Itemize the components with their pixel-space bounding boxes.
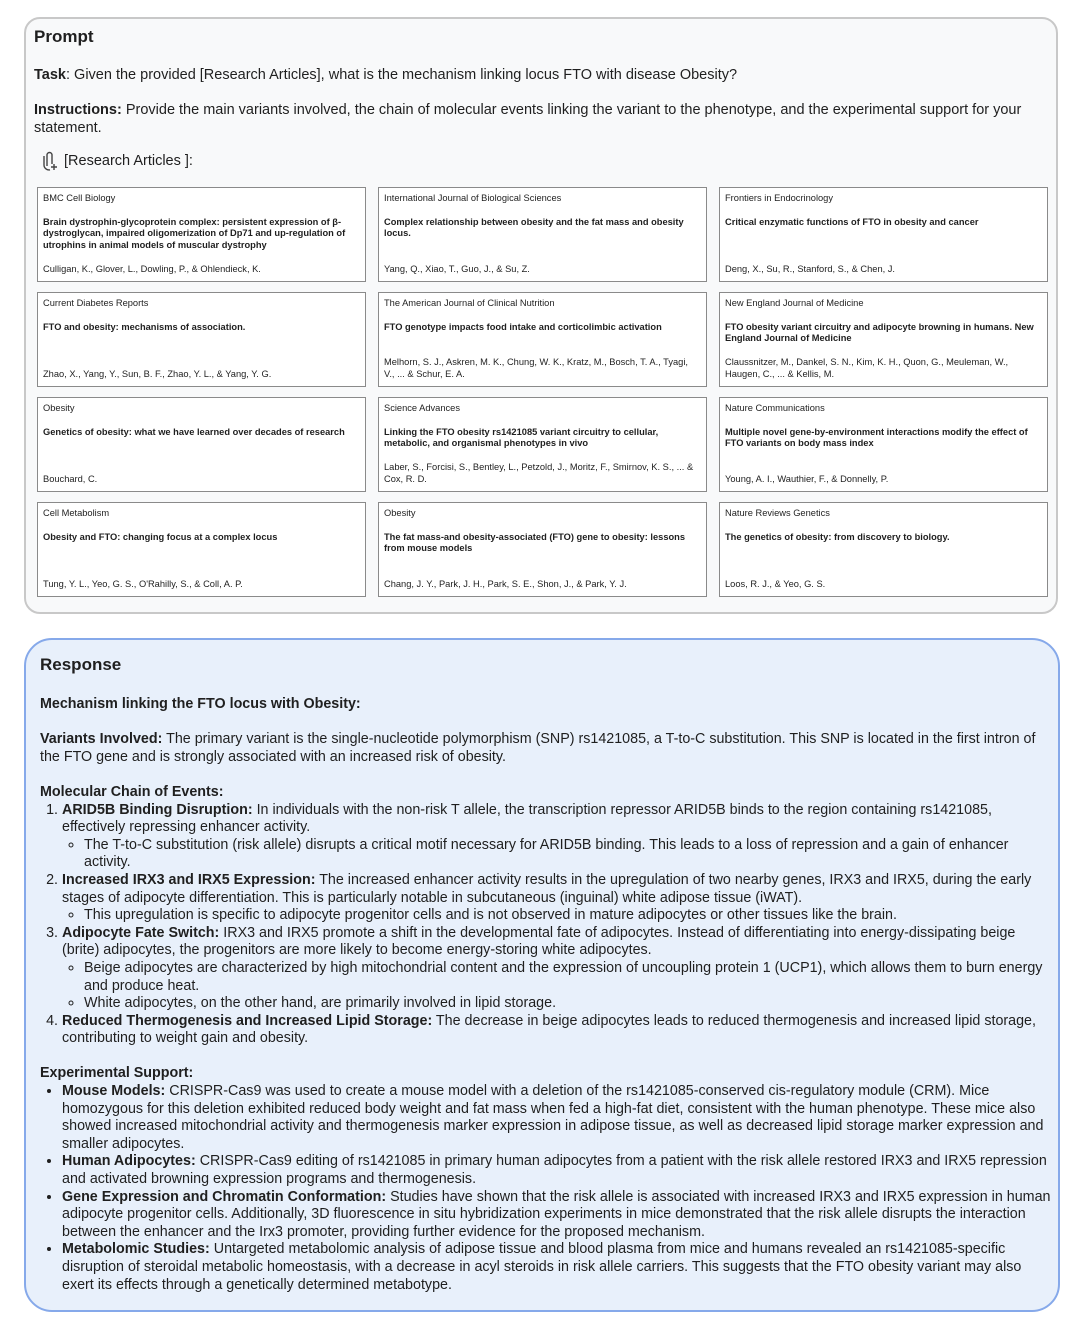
article-authors: Yang, Q., Xiao, T., Guo, J., & Su, Z. bbox=[384, 263, 530, 274]
chain-step-text: The decrease in beige adipocytes leads to reduced thermogenesis and increased lipid storage, contributing to weight gain and obesity. bbox=[62, 1012, 1036, 1047]
variants-paragraph: Variants Involved: The primary variant is the single-nucleotide polymorphism (SNP) rs1421085, a T-to-C substitution. This SNP is located in the first intron of the FTO gene and is strongly associated with an increased risk of obesity. bbox=[40, 731, 1036, 765]
chain-step-text: IRX3 and IRX5 promote a shift in the developmental fate of adipocytes. Instead of differentiating into energy-dissipating beige (brite) adipocytes, the progenitors are more likely to become energy-storing white adipocytes. bbox=[62, 924, 1016, 959]
article-title: FTO and obesity: mechanisms of association. bbox=[43, 321, 246, 332]
article-title: The genetics of obesity: from discovery to biology. bbox=[725, 531, 950, 542]
article-card bbox=[378, 502, 707, 597]
support-item bbox=[62, 1153, 1052, 1188]
chain-substep: ◦ The T-to-C substitution (risk allele) disrupts a critical motif necessary for ARID5B binding. This leads to a loss of repression and a gain of enhancer activity. bbox=[84, 837, 1052, 872]
chain-step bbox=[62, 872, 1052, 925]
article-journal: Obesity bbox=[384, 508, 416, 518]
article-title: Genetics of obesity: what we have learned over decades of research bbox=[43, 426, 345, 437]
support-item bbox=[62, 1189, 1052, 1242]
article-card bbox=[37, 292, 366, 387]
article-journal: BMC Cell Biology bbox=[43, 193, 116, 203]
article-card bbox=[378, 292, 707, 387]
chain-substeps bbox=[62, 960, 1052, 1013]
article-journal: Science Advances bbox=[384, 403, 460, 413]
article-title: The fat mass-and obesity-associated (FTO) gene to obesity: lessons from mouse models bbox=[384, 531, 686, 553]
response-heading: Mechanism linking the FTO locus with Obesity: bbox=[40, 696, 361, 712]
support-heading: Experimental Support: bbox=[40, 1065, 194, 1082]
article-journal: Current Diabetes Reports bbox=[43, 298, 149, 308]
chain-list bbox=[40, 802, 1052, 1048]
article-authors: Tung, Y. L., Yeo, G. S., O'Rahilly, S., & Coll, A. P. bbox=[43, 578, 243, 589]
chain-step-text: In individuals with the non-risk T allele, the transcription repressor ARID5B binds to the region containing rs1421085, effectively repressing enhancer activity. bbox=[62, 801, 992, 836]
prompt-title: Prompt bbox=[34, 27, 94, 46]
chain-step bbox=[62, 925, 1052, 1013]
support-label: Gene Expression and Chromatin Conformation: bbox=[62, 1188, 387, 1205]
article-title: Complex relationship between obesity and the fat mass and obesity locus. bbox=[384, 216, 684, 238]
chain-step bbox=[62, 1013, 1052, 1048]
article-journal: Obesity bbox=[43, 403, 75, 413]
support-label: Mouse Models: bbox=[62, 1083, 166, 1100]
support-item bbox=[62, 1241, 1052, 1294]
chain-heading: Molecular Chain of Events: bbox=[40, 783, 224, 800]
article-journal: The American Journal of Clinical Nutrition bbox=[384, 298, 555, 308]
article-card bbox=[37, 187, 366, 282]
article-title: Critical enzymatic functions of FTO in obesity and cancer bbox=[725, 216, 979, 227]
support-label: Metabolomic Studies: bbox=[62, 1241, 210, 1258]
research-articles-label: [Research Articles ]: bbox=[40, 151, 193, 171]
article-card bbox=[719, 292, 1048, 387]
article-journal: International Journal of Biological Sciences bbox=[384, 193, 562, 203]
support-text: Studies have shown that the risk allele is associated with increased IRX3 and IRX5 expression in human adipocyte progenitor cells. Additionally, 3D fluorescence in situ hybridization experiments in mice demonstrated that the risk allele disrupts the interaction between the enhancer and the Irx3 promoter, providing further evidence for the proposed mechanism. bbox=[62, 1188, 1051, 1240]
article-card bbox=[37, 502, 366, 597]
chain-step-label: Adipocyte Fate Switch: bbox=[62, 924, 220, 941]
article-journal: New England Journal of Medicine bbox=[725, 298, 864, 308]
chain-step-label: Reduced Thermogenesis and Increased Lipid Storage: bbox=[62, 1012, 433, 1029]
chain-step-label: Increased IRX3 and IRX5 Expression: bbox=[62, 871, 316, 888]
support-list bbox=[40, 1083, 1052, 1294]
article-card bbox=[719, 187, 1048, 282]
chain-step-label: ARID5B Binding Disruption: bbox=[62, 801, 253, 818]
article-title: Brain dystrophin-glycoprotein complex: persistent expression of β-dystroglycan, impaired oligomerization of Dp71 and up-regulation of utrophins in animal models of muscular dystrophy bbox=[43, 216, 346, 250]
article-authors: Chang, J. Y., Park, J. H., Park, S. E., Shon, J., & Park, Y. J. bbox=[384, 578, 627, 589]
article-card bbox=[378, 187, 707, 282]
article-authors: Culligan, K., Glover, L., Dowling, P., & Ohlendieck, K. bbox=[43, 263, 261, 274]
article-title: FTO obesity variant circuitry and adipocyte browning in humans. New England Journal of Medicine bbox=[725, 321, 1034, 343]
article-journal: Cell Metabolism bbox=[43, 508, 110, 518]
response-body bbox=[40, 696, 1052, 1294]
chain-substeps bbox=[62, 907, 1052, 925]
article-card bbox=[719, 397, 1048, 492]
support-item bbox=[62, 1083, 1052, 1153]
article-authors: Claussnitzer, M., Dankel, S. N., Kim, K. H., Quon, G., Meuleman, W., Haugen, C., ... & Kellis, M. bbox=[725, 357, 1009, 379]
support-label: Human Adipocytes: bbox=[62, 1153, 196, 1170]
article-journal: Nature Reviews Genetics bbox=[725, 508, 830, 518]
article-card bbox=[378, 397, 707, 492]
chain-step-text: The increased enhancer activity results in the upregulation of two nearby genes, IRX3 and IRX5, during the early stages of adipocyte differentiation. This is particularly notable in subcutaneous (inguinal) white adipose tissue (iWAT). bbox=[62, 871, 1032, 906]
chain-substep: ◦ This upregulation is specific to adipocyte progenitor cells and is not observed in mature adipocytes or other tissues like the brain. bbox=[84, 907, 1052, 925]
instructions-text: Instructions: Provide the main variants involved, the chain of molecular events linking the variant to the phenotype, and the experimental support for your statement. bbox=[34, 102, 1022, 136]
article-authors: Melhorn, S. J., Askren, M. K., Chung, W. K., Kratz, M., Bosch, T. A., Tyagi, V., ... & Schur, E. A. bbox=[384, 357, 688, 379]
attachment-icon bbox=[40, 151, 58, 171]
article-authors: Laber, S., Forcisi, S., Bentley, L., Petzold, J., Moritz, F., Smirnov, K. S., ... & Cox, R. D. bbox=[384, 462, 694, 484]
article-journal: Nature Communications bbox=[725, 403, 825, 413]
support-text: CRISPR-Cas9 editing of rs1421085 in primary human adipocytes from a patient with the risk allele restored IRX3 and IRX5 repression and activated browning expression programs and thermogenesis. bbox=[62, 1153, 1047, 1188]
article-card bbox=[719, 502, 1048, 597]
chain-substep: ◦ Beige adipocytes are characterized by high mitochondrial content and the expression of uncoupling protein 1 (UCP1), which allows them to burn energy and produce heat. bbox=[84, 960, 1052, 995]
response-panel bbox=[24, 638, 1060, 1312]
article-title: Obesity and FTO: changing focus at a complex locus bbox=[43, 531, 278, 542]
article-card bbox=[37, 397, 366, 492]
support-text: Untargeted metabolomic analysis of adipose tissue and blood plasma from mice and humans revealed an rs1421085-specific disruption of steroidal metabolic homeostasis, with a decrease in acyl steroids in risk allele carriers. This suggests that the FTO obesity variant may also exert its effects through a genetically determined metabotype. bbox=[62, 1241, 1022, 1293]
prompt-panel bbox=[24, 17, 1058, 614]
support-text: CRISPR-Cas9 was used to create a mouse model with a deletion of the rs1421085-conserved cis-regulatory module (CRM). Mice homozygous for this deletion exhibited reduced body weight and fat mass when fed a high-fat diet, consistent with the human phenotype. These mice also showed increased mitochondrial activity and thermogenesis marker expression in adipose tissue, as well as decreased lipid storage marker expression and smaller adipocytes. bbox=[62, 1083, 1044, 1152]
chain-substep: ◦ White adipocytes, on the other hand, are primarily involved in lipid storage. bbox=[84, 995, 1052, 1013]
article-grid bbox=[37, 187, 1048, 597]
article-authors: Young, A. I., Wauthier, F., & Donnelly, P. bbox=[725, 473, 889, 484]
article-title: Multiple novel gene-by-environment interactions modify the effect of FTO variants on body mass index bbox=[725, 426, 1028, 448]
article-authors: Zhao, X., Yang, Y., Sun, B. F., Zhao, Y. L., & Yang, Y. G. bbox=[43, 368, 272, 379]
article-journal: Frontiers in Endocrinology bbox=[725, 193, 833, 203]
response-title: Response bbox=[40, 655, 122, 674]
chain-step bbox=[62, 802, 1052, 872]
article-title: FTO genotype impacts food intake and corticolimbic activation bbox=[384, 321, 662, 332]
article-authors: Loos, R. J., & Yeo, G. S. bbox=[725, 578, 826, 589]
article-authors: Deng, X., Su, R., Stanford, S., & Chen, J. bbox=[725, 263, 896, 274]
article-title: Linking the FTO obesity rs1421085 variant circuitry to cellular, metabolic, and organismal phenotypes in vivo bbox=[384, 426, 659, 448]
article-authors: Bouchard, C. bbox=[43, 473, 98, 484]
chain-substeps bbox=[62, 837, 1052, 872]
task-text: Task: Given the provided [Research Articles], what is the mechanism linking locus FTO with disease Obesity? bbox=[34, 67, 738, 83]
